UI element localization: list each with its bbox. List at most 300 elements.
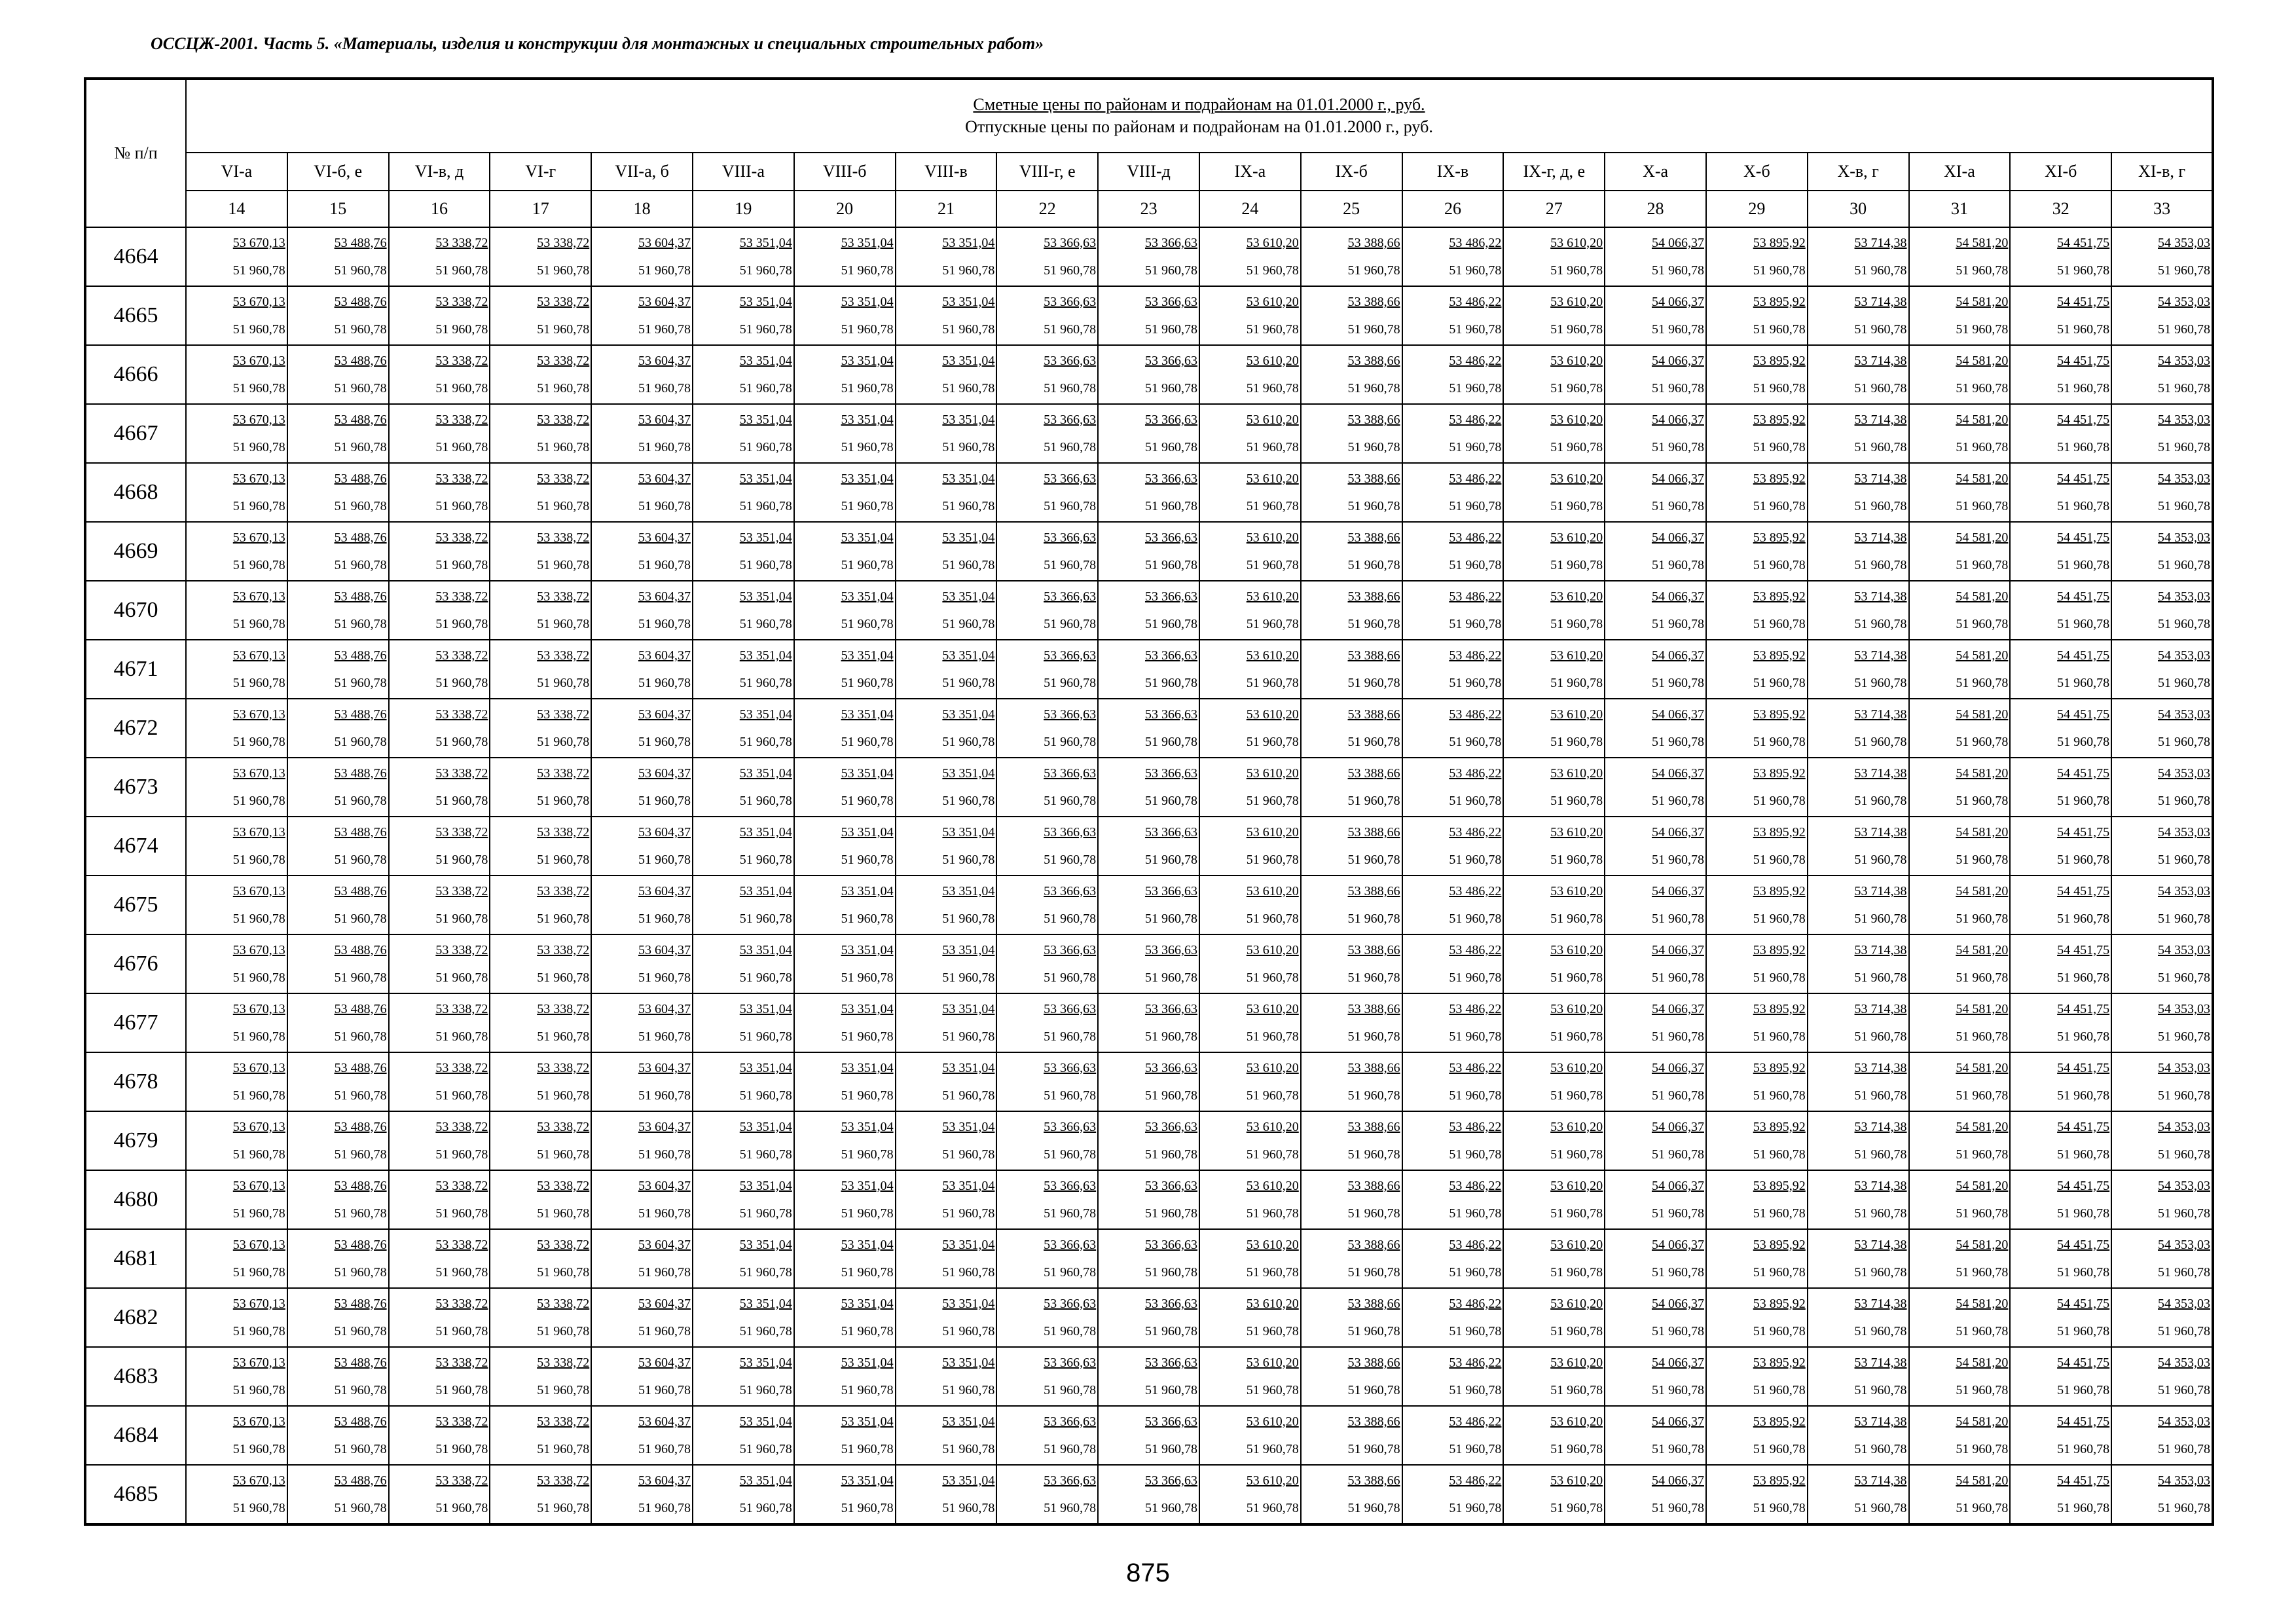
price-cell — [1098, 699, 1199, 758]
price-cell — [1098, 227, 1199, 286]
release-price: 51 960,78 — [1347, 970, 1400, 985]
release-price: 51 960,78 — [1854, 970, 1907, 985]
release-price: 51 960,78 — [232, 1501, 285, 1515]
price-cell — [1199, 758, 1301, 817]
price-cell — [996, 699, 1098, 758]
district-header: IX-в — [1402, 153, 1504, 191]
price-cell — [287, 1465, 389, 1524]
table-row — [85, 581, 2213, 640]
price-cell — [693, 1347, 794, 1406]
price-cell — [1503, 993, 1605, 1052]
estimated-price: 53 604,37 — [638, 648, 691, 663]
price-cell — [1605, 1347, 1706, 1406]
price-cell — [794, 876, 896, 934]
release-price: 51 960,78 — [2158, 853, 2210, 867]
estimated-price: 53 351,04 — [841, 1061, 894, 1075]
estimated-price: 54 066,37 — [1651, 1179, 1704, 1193]
release-price: 51 960,78 — [1854, 912, 1907, 926]
price-cell — [1199, 345, 1301, 404]
release-price: 51 960,78 — [942, 617, 995, 631]
estimated-price: 53 670,13 — [232, 1297, 285, 1311]
release-price: 51 960,78 — [1449, 263, 1502, 278]
estimated-price: 54 581,20 — [1956, 295, 2009, 309]
release-price: 51 960,78 — [2057, 970, 2110, 985]
estimated-price: 53 714,38 — [1854, 1238, 1907, 1252]
column-number: 23 — [1098, 191, 1199, 227]
release-price: 51 960,78 — [1651, 1324, 1704, 1338]
release-price: 51 960,78 — [1550, 1383, 1603, 1397]
release-price: 51 960,78 — [2158, 970, 2210, 985]
price-cell — [896, 993, 997, 1052]
release-price: 51 960,78 — [1550, 617, 1603, 631]
price-cell — [794, 993, 896, 1052]
price-cell — [389, 640, 490, 699]
district-header: XI-б — [2010, 153, 2111, 191]
release-price: 51 960,78 — [1753, 1442, 1806, 1456]
release-price: 51 960,78 — [435, 558, 488, 572]
release-price: 51 960,78 — [739, 1147, 792, 1162]
release-price: 51 960,78 — [638, 1324, 691, 1338]
estimated-price: 53 351,04 — [841, 295, 894, 309]
release-price: 51 960,78 — [435, 853, 488, 867]
release-price: 51 960,78 — [1753, 1324, 1806, 1338]
price-cell — [1706, 1229, 1808, 1288]
release-price: 51 960,78 — [232, 794, 285, 808]
release-price: 51 960,78 — [2057, 1206, 2110, 1221]
release-price: 51 960,78 — [2057, 1088, 2110, 1103]
estimated-price: 53 366,63 — [1144, 1297, 1197, 1311]
estimated-price: 54 581,20 — [1956, 1297, 2009, 1311]
estimated-price: 53 338,72 — [435, 295, 488, 309]
release-price: 51 960,78 — [1347, 263, 1400, 278]
price-cell — [389, 699, 490, 758]
estimated-price: 54 451,75 — [2057, 530, 2110, 545]
estimated-price: 54 353,03 — [2158, 1179, 2210, 1193]
release-price: 51 960,78 — [537, 735, 590, 749]
price-cell — [389, 227, 490, 286]
estimated-price: 53 338,72 — [537, 1061, 590, 1075]
release-price: 51 960,78 — [1753, 1383, 1806, 1397]
price-cell — [1098, 993, 1199, 1052]
estimated-price: 53 488,76 — [334, 354, 387, 368]
release-price: 51 960,78 — [1246, 1442, 1299, 1456]
estimated-price: 53 895,92 — [1753, 295, 1806, 309]
estimated-price: 53 486,22 — [1449, 530, 1502, 545]
estimated-price: 53 610,20 — [1246, 943, 1299, 957]
price-cell — [490, 640, 591, 699]
price-cell — [591, 463, 693, 522]
release-price: 51 960,78 — [1246, 1029, 1299, 1044]
release-price: 51 960,78 — [1854, 381, 1907, 396]
estimated-price: 53 366,63 — [1044, 1414, 1097, 1429]
estimated-price: 53 366,63 — [1144, 766, 1197, 781]
price-cell — [186, 1111, 287, 1170]
estimated-price: 53 366,63 — [1144, 295, 1197, 309]
price-cell — [1808, 1170, 1909, 1229]
estimated-price: 53 488,76 — [334, 825, 387, 840]
price-cell — [186, 876, 287, 934]
estimated-price: 53 714,38 — [1854, 413, 1907, 427]
estimated-price: 53 610,20 — [1550, 471, 1603, 486]
estimated-price: 53 351,04 — [739, 648, 792, 663]
estimated-price: 53 338,72 — [537, 766, 590, 781]
column-number: 24 — [1199, 191, 1301, 227]
price-cell — [389, 1465, 490, 1524]
estimated-price: 53 604,37 — [638, 530, 691, 545]
release-price: 51 960,78 — [1347, 1501, 1400, 1515]
estimated-price: 53 338,72 — [537, 236, 590, 250]
estimated-price: 53 351,04 — [739, 1473, 792, 1488]
price-cell — [794, 817, 896, 876]
release-price: 51 960,78 — [232, 853, 285, 867]
release-price: 51 960,78 — [334, 912, 387, 926]
release-price: 51 960,78 — [1449, 1265, 1502, 1280]
price-cell — [1301, 404, 1402, 463]
price-cell — [896, 286, 997, 345]
estimated-price: 53 351,04 — [841, 884, 894, 898]
price-cell — [2111, 1347, 2213, 1406]
price-cell — [996, 993, 1098, 1052]
estimated-price: 53 488,76 — [334, 884, 387, 898]
release-price: 51 960,78 — [537, 1265, 590, 1280]
estimated-price: 54 581,20 — [1956, 707, 2009, 722]
price-cell — [1605, 876, 1706, 934]
release-price: 51 960,78 — [1550, 1147, 1603, 1162]
row-number: 4673 — [85, 758, 186, 817]
price-cell — [1909, 934, 2011, 993]
price-cell — [1402, 758, 1504, 817]
estimated-price: 53 488,76 — [334, 1356, 387, 1370]
estimated-price: 54 066,37 — [1651, 589, 1704, 604]
price-cell — [1605, 463, 1706, 522]
price-cell — [1706, 581, 1808, 640]
estimated-price: 53 895,92 — [1753, 1061, 1806, 1075]
estimated-price: 54 451,75 — [2057, 354, 2110, 368]
estimated-price: 53 351,04 — [739, 825, 792, 840]
price-cell — [794, 934, 896, 993]
price-cell — [1909, 993, 2011, 1052]
estimated-price: 53 338,72 — [537, 1179, 590, 1193]
price-cell — [389, 758, 490, 817]
price-cell — [591, 1288, 693, 1347]
estimated-price: 53 895,92 — [1753, 943, 1806, 957]
release-price: 51 960,78 — [1854, 1029, 1907, 1044]
district-header: XI-в, г — [2111, 153, 2213, 191]
price-cell — [490, 1052, 591, 1111]
estimated-price: 53 338,72 — [537, 1297, 590, 1311]
release-price: 51 960,78 — [1449, 322, 1502, 337]
price-cell — [1098, 522, 1199, 581]
district-header: X-в, г — [1808, 153, 1909, 191]
price-cell — [1503, 581, 1605, 640]
table-row — [85, 286, 2213, 345]
estimated-price: 53 486,22 — [1449, 413, 1502, 427]
price-cell — [693, 581, 794, 640]
price-cell — [2010, 758, 2111, 817]
price-cell — [287, 404, 389, 463]
release-price: 51 960,78 — [1044, 1324, 1097, 1338]
estimated-price: 54 353,03 — [2158, 1473, 2210, 1488]
release-price: 51 960,78 — [2057, 676, 2110, 690]
estimated-price: 53 351,04 — [841, 1297, 894, 1311]
estimated-price: 53 670,13 — [232, 236, 285, 250]
release-price: 51 960,78 — [1956, 735, 2009, 749]
estimated-price: 53 351,04 — [841, 530, 894, 545]
release-price: 51 960,78 — [841, 1501, 894, 1515]
release-price: 51 960,78 — [537, 263, 590, 278]
release-price: 51 960,78 — [942, 499, 995, 513]
row-number: 4675 — [85, 876, 186, 934]
price-cell — [287, 1170, 389, 1229]
release-price: 51 960,78 — [2057, 853, 2110, 867]
estimated-price: 53 351,04 — [739, 530, 792, 545]
release-price: 51 960,78 — [1550, 912, 1603, 926]
price-cell — [1605, 1406, 1706, 1465]
price-cell — [287, 463, 389, 522]
estimated-price: 53 351,04 — [841, 1414, 894, 1429]
release-price: 51 960,78 — [1753, 1029, 1806, 1044]
price-cell — [287, 699, 389, 758]
release-price: 51 960,78 — [638, 499, 691, 513]
estimated-price: 54 353,03 — [2158, 1061, 2210, 1075]
page-header: ОССЦЖ-2001. Часть 5. «Материалы, изделия и конструкции для монтажных и специальных строительных работ» — [151, 34, 1044, 53]
price-cell — [2010, 581, 2111, 640]
table-row — [85, 463, 2213, 522]
estimated-price: 53 714,38 — [1854, 707, 1907, 722]
estimated-price: 53 895,92 — [1753, 707, 1806, 722]
release-price: 51 960,78 — [942, 558, 995, 572]
price-cell — [693, 758, 794, 817]
estimated-price: 53 366,63 — [1044, 943, 1097, 957]
estimated-price: 53 488,76 — [334, 1179, 387, 1193]
price-cell — [2010, 286, 2111, 345]
estimated-price: 53 366,63 — [1144, 707, 1197, 722]
price-cell — [389, 522, 490, 581]
release-price: 51 960,78 — [942, 676, 995, 690]
release-price: 51 960,78 — [1956, 617, 2009, 631]
estimated-price: 53 366,63 — [1044, 1473, 1097, 1488]
price-cell — [490, 227, 591, 286]
release-price: 51 960,78 — [1753, 1501, 1806, 1515]
price-cell — [186, 227, 287, 286]
release-price: 51 960,78 — [1753, 1088, 1806, 1103]
district-header: VI-а — [186, 153, 287, 191]
estimated-price: 53 486,22 — [1449, 825, 1502, 840]
price-cell — [490, 1406, 591, 1465]
price-cell — [1808, 1347, 1909, 1406]
price-cell — [287, 581, 389, 640]
price-cell — [996, 404, 1098, 463]
estimated-price: 53 670,13 — [232, 1414, 285, 1429]
estimated-price: 53 604,37 — [638, 884, 691, 898]
release-price: 51 960,78 — [1956, 912, 2009, 926]
release-price: 51 960,78 — [334, 381, 387, 396]
price-cell — [693, 345, 794, 404]
release-price: 51 960,78 — [1044, 617, 1097, 631]
release-price: 51 960,78 — [435, 1029, 488, 1044]
column-number: 15 — [287, 191, 389, 227]
estimated-price: 53 388,66 — [1347, 1179, 1400, 1193]
price-title-header — [186, 79, 2213, 153]
column-number: 28 — [1605, 191, 1706, 227]
estimated-price: 54 353,03 — [2158, 589, 2210, 604]
estimated-price: 53 488,76 — [334, 707, 387, 722]
estimated-price: 53 351,04 — [942, 236, 995, 250]
price-cell — [2111, 463, 2213, 522]
price-cell — [1199, 1347, 1301, 1406]
release-price: 51 960,78 — [2158, 1206, 2210, 1221]
release-price: 51 960,78 — [638, 794, 691, 808]
estimated-price: 53 366,63 — [1144, 413, 1197, 427]
row-number: 4677 — [85, 993, 186, 1052]
estimated-price: 53 366,63 — [1144, 1002, 1197, 1016]
release-price: 51 960,78 — [2057, 794, 2110, 808]
release-price: 51 960,78 — [1246, 853, 1299, 867]
price-cell — [1605, 817, 1706, 876]
estimated-price: 53 610,20 — [1246, 589, 1299, 604]
price-cell — [1909, 1347, 2011, 1406]
row-number: 4680 — [85, 1170, 186, 1229]
price-cell — [591, 581, 693, 640]
row-number: 4678 — [85, 1052, 186, 1111]
row-number: 4676 — [85, 934, 186, 993]
price-cell — [2010, 1288, 2111, 1347]
release-price: 51 960,78 — [1449, 970, 1502, 985]
row-number: 4683 — [85, 1347, 186, 1406]
release-price: 51 960,78 — [2057, 263, 2110, 278]
price-cell — [591, 758, 693, 817]
estimated-price: 53 610,20 — [1550, 766, 1603, 781]
price-cell — [693, 227, 794, 286]
release-price: 51 960,78 — [1144, 676, 1197, 690]
release-price: 51 960,78 — [1347, 1383, 1400, 1397]
release-price: 51 960,78 — [232, 1088, 285, 1103]
release-price: 51 960,78 — [232, 263, 285, 278]
estimated-price: 53 610,20 — [1550, 1414, 1603, 1429]
estimated-price: 53 610,20 — [1246, 884, 1299, 898]
estimated-price: 54 581,20 — [1956, 1179, 2009, 1193]
district-header: IX-г, д, е — [1503, 153, 1605, 191]
estimated-price: 53 366,63 — [1144, 1414, 1197, 1429]
release-price: 51 960,78 — [1044, 912, 1097, 926]
column-number: 19 — [693, 191, 794, 227]
price-cell — [591, 227, 693, 286]
estimated-price: 53 338,72 — [537, 354, 590, 368]
release-price: 51 960,78 — [1550, 558, 1603, 572]
release-price: 51 960,78 — [1144, 1501, 1197, 1515]
release-price: 51 960,78 — [942, 322, 995, 337]
price-cell — [1808, 1465, 1909, 1524]
estimated-price: 53 388,66 — [1347, 707, 1400, 722]
estimated-price: 53 388,66 — [1347, 1356, 1400, 1370]
release-price: 51 960,78 — [638, 853, 691, 867]
release-price: 51 960,78 — [1550, 440, 1603, 454]
estimated-price: 54 353,03 — [2158, 354, 2210, 368]
release-price: 51 960,78 — [2158, 794, 2210, 808]
release-price: 51 960,78 — [1550, 1265, 1603, 1280]
column-number: 21 — [896, 191, 997, 227]
price-cell — [1402, 463, 1504, 522]
price-cell — [1503, 522, 1605, 581]
price-cell — [1402, 1465, 1504, 1524]
estimated-price: 54 451,75 — [2057, 1061, 2110, 1075]
price-cell — [591, 876, 693, 934]
estimated-price: 53 366,63 — [1144, 825, 1197, 840]
release-price: 51 960,78 — [1449, 1383, 1502, 1397]
estimated-price: 54 581,20 — [1956, 766, 2009, 781]
release-price: 51 960,78 — [334, 1265, 387, 1280]
release-price: 51 960,78 — [1347, 676, 1400, 690]
estimated-price: 54 066,37 — [1651, 1473, 1704, 1488]
release-price: 51 960,78 — [638, 381, 691, 396]
estimated-price: 53 610,20 — [1246, 648, 1299, 663]
price-cell — [591, 1052, 693, 1111]
estimated-price: 53 488,76 — [334, 1061, 387, 1075]
estimated-price: 54 451,75 — [2057, 648, 2110, 663]
release-price: 51 960,78 — [841, 1324, 894, 1338]
estimated-price: 53 366,63 — [1044, 884, 1097, 898]
release-price: 51 960,78 — [334, 794, 387, 808]
release-price: 51 960,78 — [2057, 1501, 2110, 1515]
estimated-price: 53 670,13 — [232, 1061, 285, 1075]
estimated-price: 53 338,72 — [435, 766, 488, 781]
release-price: 51 960,78 — [1956, 1147, 2009, 1162]
price-cell — [1605, 286, 1706, 345]
release-price: 51 960,78 — [2158, 499, 2210, 513]
price-cell — [186, 286, 287, 345]
price-cell — [1402, 1288, 1504, 1347]
release-price: 51 960,78 — [1144, 1442, 1197, 1456]
row-number: 4667 — [85, 404, 186, 463]
price-cell — [287, 1288, 389, 1347]
price-cell — [1098, 1229, 1199, 1288]
price-cell — [1098, 1465, 1199, 1524]
estimated-price: 54 581,20 — [1956, 648, 2009, 663]
release-price: 51 960,78 — [841, 970, 894, 985]
estimated-price: 53 714,38 — [1854, 1356, 1907, 1370]
release-price: 51 960,78 — [435, 440, 488, 454]
release-price: 51 960,78 — [1753, 735, 1806, 749]
column-number: 29 — [1706, 191, 1808, 227]
price-cell — [1909, 581, 2011, 640]
release-price: 51 960,78 — [2158, 1383, 2210, 1397]
release-price: 51 960,78 — [1449, 617, 1502, 631]
estimated-price: 53 714,38 — [1854, 471, 1907, 486]
price-cell — [1301, 1288, 1402, 1347]
release-price: 51 960,78 — [1651, 558, 1704, 572]
estimated-price: 53 351,04 — [942, 471, 995, 486]
price-cell — [1605, 1229, 1706, 1288]
estimated-price: 54 066,37 — [1651, 1120, 1704, 1134]
release-price: 51 960,78 — [841, 1206, 894, 1221]
release-price: 51 960,78 — [334, 499, 387, 513]
release-price: 51 960,78 — [638, 617, 691, 631]
price-cell — [490, 1288, 591, 1347]
estimated-price: 53 388,66 — [1347, 766, 1400, 781]
release-price: 51 960,78 — [1044, 1265, 1097, 1280]
price-cell — [896, 1170, 997, 1229]
release-price: 51 960,78 — [334, 322, 387, 337]
estimated-price: 53 351,04 — [739, 1414, 792, 1429]
release-price: 51 960,78 — [739, 1206, 792, 1221]
release-price: 51 960,78 — [1246, 322, 1299, 337]
release-price: 51 960,78 — [1449, 853, 1502, 867]
release-price: 51 960,78 — [942, 1383, 995, 1397]
release-price: 51 960,78 — [638, 263, 691, 278]
release-price: 51 960,78 — [1347, 558, 1400, 572]
estimated-price: 54 451,75 — [2057, 1473, 2110, 1488]
release-price: 51 960,78 — [1854, 1206, 1907, 1221]
